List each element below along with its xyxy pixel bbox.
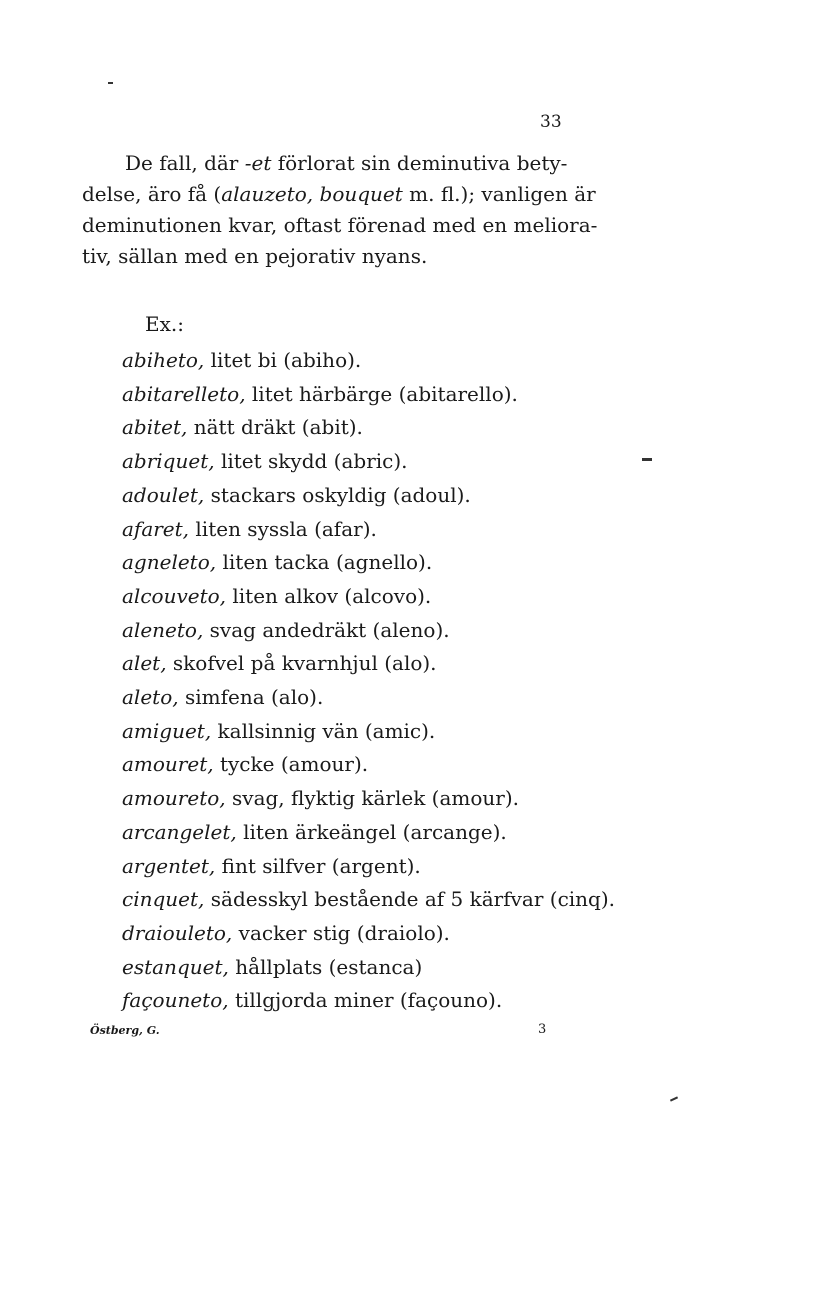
examples-label: Ex.: — [145, 312, 184, 336]
entry-gloss: tillgjorda miner (façouno). — [228, 988, 503, 1013]
entry-gloss: hållplats (estanca) — [228, 954, 423, 979]
entry-item — [122, 883, 615, 917]
intro-italic-suffix: -et — [244, 151, 272, 175]
intro-line-2: delse, äro få (alauzeto, bouquet m. fl.); vanligen är — [82, 182, 596, 206]
entry-gloss: skofvel på kvarnhjul (alo). — [166, 651, 437, 676]
entry-gloss: nätt dräkt (abit). — [187, 415, 363, 440]
entry-gloss: litet skydd (abric). — [214, 449, 408, 474]
scan-speck — [670, 1096, 678, 1101]
entry-item — [122, 951, 615, 985]
entry-gloss: kallsinnig vän (amic). — [211, 718, 436, 743]
entry-item — [122, 681, 615, 715]
entry-list — [122, 344, 615, 1018]
entry-term: amiguet, — [122, 718, 212, 743]
entry-item — [122, 816, 615, 850]
entry-term: estanquet, — [122, 954, 229, 979]
entry-item — [122, 850, 615, 884]
entry-term: alet, — [122, 651, 167, 676]
entry-term: aleneto, — [122, 617, 204, 642]
entry-item — [122, 445, 615, 479]
footer-signature: Östberg, G. — [90, 1024, 160, 1037]
entry-item — [122, 917, 615, 951]
entry-term: alcouveto, — [122, 583, 227, 608]
entry-term: abiheto, — [122, 348, 205, 372]
footer-sheet-number: 3 — [538, 1022, 547, 1037]
entry-item — [122, 479, 615, 513]
entry-item — [122, 782, 615, 816]
entry-gloss: liten alkov (alcovo). — [226, 583, 432, 608]
entry-gloss: litet bi (abiho). — [204, 348, 362, 372]
entry-term: draiouleto, — [122, 920, 233, 945]
entry-gloss: liten ärkeängel (arcange). — [236, 819, 507, 844]
entry-term: façouneto, — [122, 988, 229, 1013]
intro-paragraph — [82, 148, 602, 272]
entry-gloss: simfena (alo). — [178, 685, 324, 710]
entry-term: abitet, — [122, 415, 188, 440]
entry-gloss: liten tacka (agnello). — [216, 550, 433, 575]
entry-term: afaret, — [122, 516, 190, 541]
intro-line-1: De fall, där -et förlorat sin deminutiva bety- — [125, 151, 568, 175]
entry-term: aleto, — [122, 685, 179, 710]
entry-item — [122, 580, 615, 614]
entry-item — [122, 546, 615, 580]
entry-item — [122, 647, 615, 681]
entry-gloss: svag andedräkt (aleno). — [203, 617, 450, 642]
entry-item — [122, 715, 615, 749]
entry-term: agneleto, — [122, 550, 217, 575]
scan-speck — [642, 458, 652, 461]
entry-gloss: liten syssla (afar). — [189, 516, 377, 541]
entry-item — [122, 748, 615, 782]
entry-term: cinquet, — [122, 887, 205, 912]
entry-term: argentet, — [122, 853, 216, 878]
page-number: 33 — [540, 112, 562, 132]
entry-term: adoulet, — [122, 482, 205, 507]
entry-term: abriquet, — [122, 449, 215, 474]
scan-speck — [108, 82, 113, 84]
entry-gloss: vacker stig (draiolo). — [232, 920, 450, 945]
entry-gloss: svag, flyktig kärlek (amour). — [225, 786, 520, 811]
entry-term: arcangelet, — [122, 819, 237, 844]
entry-item — [122, 344, 615, 378]
entry-item — [122, 614, 615, 648]
intro-italic-examples: alauzeto, bouquet — [221, 182, 403, 206]
entry-gloss: fint silfver (argent). — [215, 853, 421, 878]
entry-term: abitarelleto, — [122, 381, 246, 406]
entry-term: amoureto, — [122, 786, 226, 811]
entry-gloss: sädesskyl bestående af 5 kärfvar (cinq). — [204, 887, 616, 912]
entry-item — [122, 411, 615, 445]
entry-item — [122, 513, 615, 547]
intro-line-3: deminutionen kvar, oftast förenad med en meliora- — [82, 213, 598, 237]
entry-gloss: stackars oskyldig (adoul). — [204, 482, 471, 507]
entry-gloss: tycke (amour). — [213, 752, 369, 777]
entry-item — [122, 984, 615, 1018]
intro-line-4: tiv, sällan med en pejorativ nyans. — [82, 244, 428, 268]
entry-gloss: litet härbärge (abitarello). — [245, 381, 518, 406]
entry-item — [122, 378, 615, 412]
entry-term: amouret, — [122, 752, 214, 777]
